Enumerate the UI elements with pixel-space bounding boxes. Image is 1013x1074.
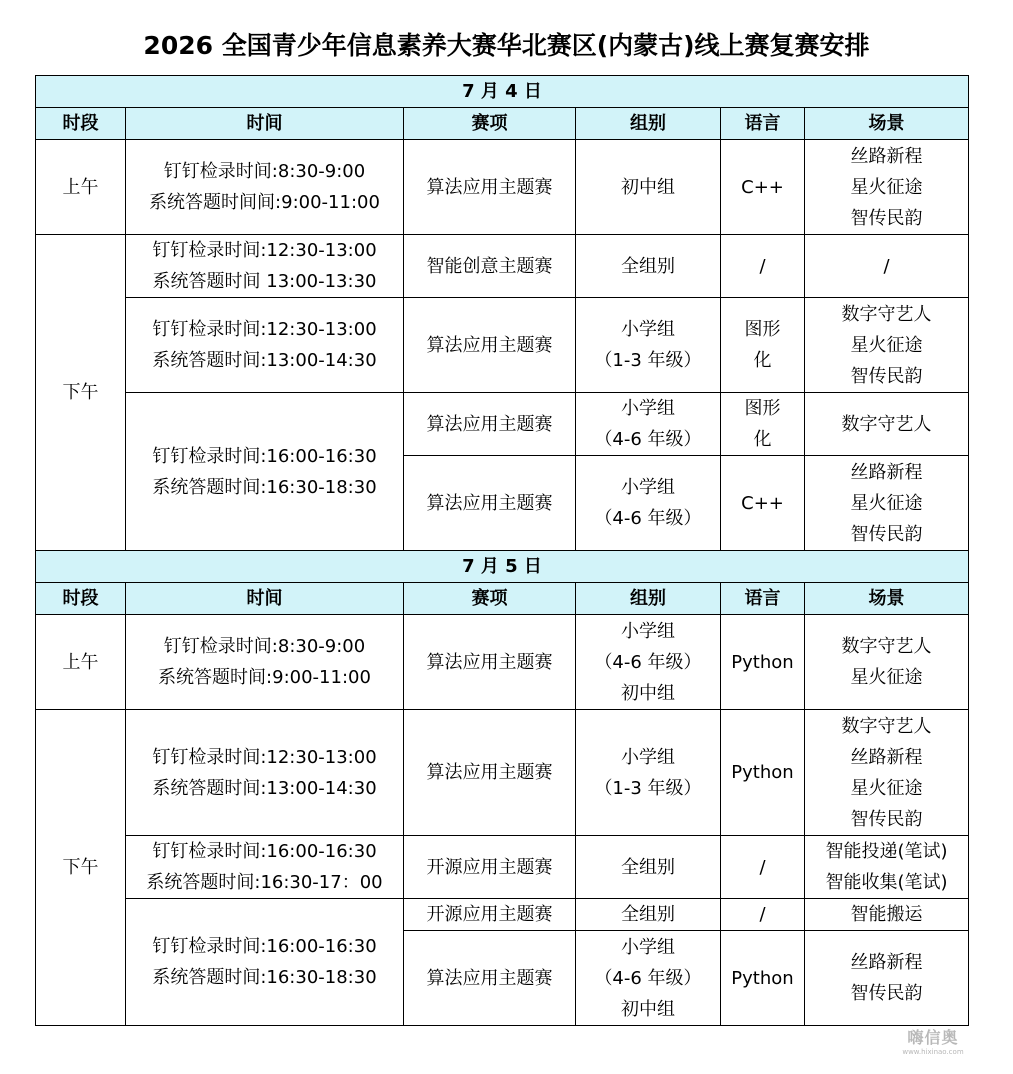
scene-item: 智传民韵: [850, 983, 923, 1004]
watermark-logo: [893, 1028, 973, 1057]
period-cell: 上午: [36, 140, 126, 235]
scene-item: 丝路新程: [850, 461, 923, 483]
answer-time: 系统答题时间:13:00-14:30: [152, 350, 377, 371]
scene-cell: [805, 456, 969, 551]
time-cell: [126, 836, 404, 899]
language-line: 化: [753, 350, 772, 371]
language-line: 图形: [744, 319, 781, 340]
time-cell: [126, 140, 404, 235]
scene-item: 丝路新程: [850, 145, 923, 167]
table-row: [36, 393, 969, 456]
group-cell: 全组别: [576, 235, 721, 298]
header-period: 时段: [36, 583, 126, 615]
group-line: （4-6 年级）: [594, 429, 702, 450]
group-line: （1-3 年级）: [594, 350, 702, 371]
header-time: 时间: [126, 108, 404, 140]
time-cell: [126, 710, 404, 836]
language-line: 化: [753, 429, 772, 450]
event-cell: 开源应用主题赛: [404, 836, 576, 899]
scene-cell: [805, 140, 969, 235]
group-line: 初中组: [621, 998, 675, 1020]
table-row: [36, 235, 969, 298]
scene-cell: [805, 836, 969, 899]
checkin-time: 钉钉检录时间:16:00-16:30: [152, 445, 377, 467]
header-scene: 场景: [805, 108, 969, 140]
answer-time: 系统答题时间:9:00-11:00: [158, 667, 371, 688]
group-line: 小学组: [621, 398, 675, 419]
group-cell: [576, 456, 721, 551]
group-line: （1-3 年级）: [594, 777, 702, 799]
scene-item: 数字守艺人: [841, 636, 932, 657]
group-cell: [576, 710, 721, 836]
answer-time: 系统答题时间 13:00-13:30: [152, 271, 377, 292]
scene-item: 丝路新程: [850, 746, 923, 768]
period-cell: 上午: [36, 615, 126, 710]
header-time: 时间: [126, 583, 404, 615]
table-row: [36, 836, 969, 899]
scene-cell: [805, 710, 969, 836]
group-line: 小学组: [621, 319, 675, 340]
checkin-time: 钉钉检录时间:8:30-9:00: [163, 636, 366, 657]
checkin-time: 钉钉检录时间:12:30-13:00: [152, 240, 377, 261]
date-label: 7 月 5 日: [36, 551, 969, 583]
group-cell: [576, 298, 721, 393]
group-cell: 初中组: [576, 140, 721, 235]
answer-time: 系统答题时间:13:00-14:30: [152, 777, 377, 799]
event-cell: 算法应用主题赛: [404, 140, 576, 235]
header-event: 赛项: [404, 108, 576, 140]
answer-time: 系统答题时间:16:30-17：00: [146, 872, 383, 893]
header-row: [36, 583, 969, 615]
group-line: （4-6 年级）: [594, 651, 702, 673]
group-line: 小学组: [621, 620, 675, 642]
checkin-time: 钉钉检录时间:16:00-16:30: [152, 936, 377, 957]
schedule-table: [35, 75, 969, 1026]
language-cell: /: [721, 836, 805, 899]
scene-cell: /: [805, 235, 969, 298]
group-line: （4-6 年级）: [594, 508, 702, 529]
header-scene: 场景: [805, 583, 969, 615]
language-cell: Python: [721, 710, 805, 836]
scene-item: 智传民韵: [850, 808, 923, 830]
scene-cell: 智能搬运: [805, 899, 969, 931]
header-group: 组别: [576, 108, 721, 140]
date-row-day1: [36, 76, 969, 108]
group-cell: [576, 393, 721, 456]
answer-time: 系统答题时间间:9:00-11:00: [149, 192, 380, 213]
event-cell: 开源应用主题赛: [404, 899, 576, 931]
scene-item: 智能收集(笔试): [825, 872, 948, 893]
scene-item: 数字守艺人: [841, 303, 932, 325]
group-line: 小学组: [621, 936, 675, 958]
scene-item: 数字守艺人: [841, 715, 932, 737]
time-cell: [126, 298, 404, 393]
checkin-time: 钉钉检录时间:16:00-16:30: [152, 841, 377, 862]
event-cell: 智能创意主题赛: [404, 235, 576, 298]
scene-cell: [805, 931, 969, 1026]
language-cell: [721, 298, 805, 393]
time-cell: [126, 899, 404, 1026]
event-cell: 算法应用主题赛: [404, 615, 576, 710]
scene-item: 智传民韵: [850, 207, 923, 229]
scene-item: 智传民韵: [850, 523, 923, 545]
scene-item: 星火征途: [850, 777, 923, 799]
table-row: [36, 298, 969, 393]
group-cell: [576, 931, 721, 1026]
page-title: 2026 全国青少年信息素养大赛华北赛区(内蒙古)线上赛复赛安排: [143, 31, 870, 60]
group-line: （4-6 年级）: [594, 967, 702, 989]
language-cell: /: [721, 899, 805, 931]
scene-cell: [805, 615, 969, 710]
time-cell: [126, 235, 404, 298]
period-cell: 下午: [36, 235, 126, 551]
watermark-url: www.hixinao.com: [902, 1048, 964, 1056]
header-period: 时段: [36, 108, 126, 140]
header-language: 语言: [721, 108, 805, 140]
time-cell: [126, 615, 404, 710]
header-event: 赛项: [404, 583, 576, 615]
group-cell: [576, 615, 721, 710]
event-cell: 算法应用主题赛: [404, 931, 576, 1026]
scene-item: 星火征途: [850, 334, 923, 356]
language-cell: C++: [721, 456, 805, 551]
group-cell: 全组别: [576, 899, 721, 931]
period-cell: 下午: [36, 710, 126, 1026]
language-cell: /: [721, 235, 805, 298]
checkin-time: 钉钉检录时间:12:30-13:00: [152, 319, 377, 340]
event-cell: 算法应用主题赛: [404, 456, 576, 551]
scene-item: 星火征途: [850, 667, 923, 688]
checkin-time: 钉钉检录时间:8:30-9:00: [163, 161, 366, 182]
scene-item: 星火征途: [850, 492, 923, 514]
table-row: [36, 710, 969, 836]
scene-item: 智传民韵: [850, 365, 923, 387]
language-cell: C++: [721, 140, 805, 235]
group-line: 初中组: [621, 682, 675, 704]
event-cell: 算法应用主题赛: [404, 710, 576, 836]
table-row: [36, 140, 969, 235]
group-cell: 全组别: [576, 836, 721, 899]
group-line: 小学组: [621, 746, 675, 768]
language-line: 图形: [744, 398, 781, 419]
group-line: 小学组: [621, 477, 675, 498]
header-group: 组别: [576, 583, 721, 615]
answer-time: 系统答题时间:16:30-18:30: [152, 476, 377, 498]
checkin-time: 钉钉检录时间:12:30-13:00: [152, 746, 377, 768]
language-cell: Python: [721, 931, 805, 1026]
scene-item: 丝路新程: [850, 952, 923, 973]
scene-item: 星火征途: [850, 176, 923, 198]
scene-cell: [805, 298, 969, 393]
scene-cell: 数字守艺人: [805, 393, 969, 456]
header-language: 语言: [721, 583, 805, 615]
table-row: [36, 615, 969, 710]
watermark-text: 嗨信奥: [907, 1028, 959, 1047]
answer-time: 系统答题时间:16:30-18:30: [152, 967, 377, 988]
scene-item: 智能投递(笔试): [825, 841, 948, 862]
date-row-day2: [36, 551, 969, 583]
event-cell: 算法应用主题赛: [404, 298, 576, 393]
time-cell: [126, 393, 404, 551]
table-row: [36, 899, 969, 931]
event-cell: 算法应用主题赛: [404, 393, 576, 456]
date-label: 7 月 4 日: [36, 76, 969, 108]
header-row: [36, 108, 969, 140]
language-cell: Python: [721, 615, 805, 710]
language-cell: [721, 393, 805, 456]
